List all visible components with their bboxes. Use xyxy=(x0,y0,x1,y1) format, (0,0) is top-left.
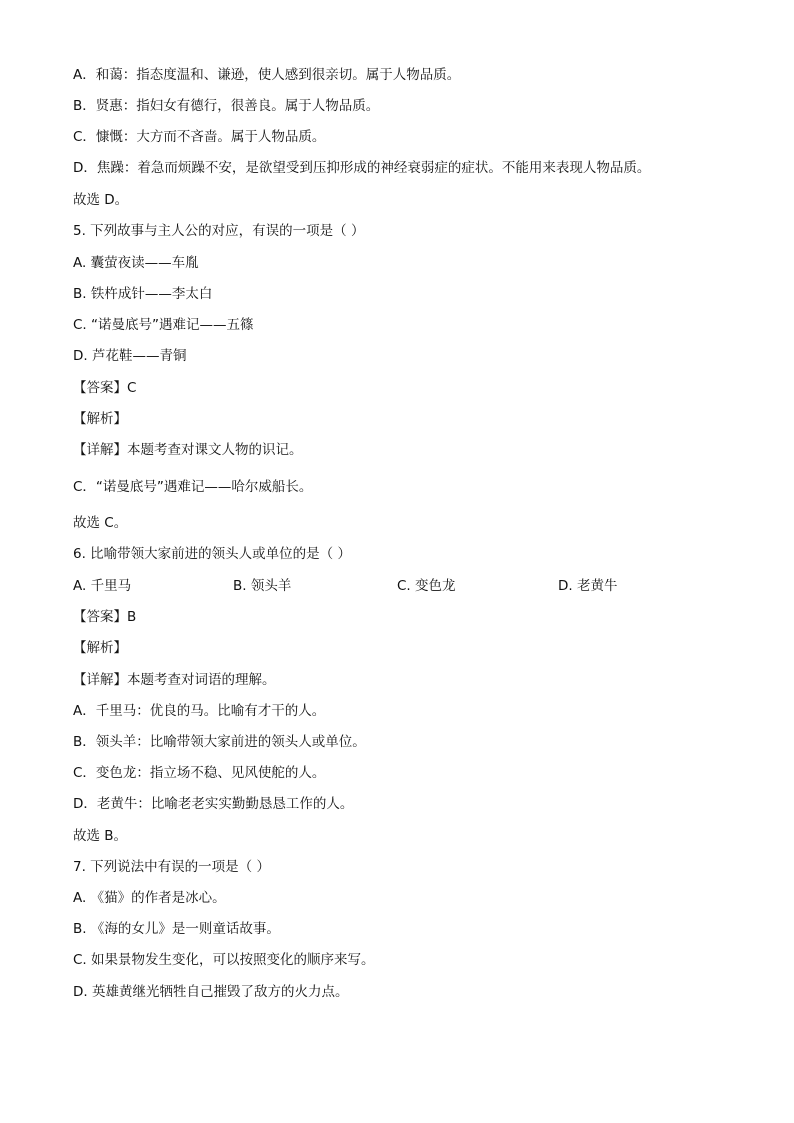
q6-detail-option-c: C．变色龙：指立场不稳、见风使舵的人。 xyxy=(73,765,326,781)
q4-option-a-explanation: A．和蔼：指态度温和、谦逊，使人感到很亲切。属于人物品质。 xyxy=(73,67,461,83)
q5-detail-option-c: C．“诺曼底号”遇难记——哈尔威船长。 xyxy=(73,479,313,495)
q5-detail: 【详解】本题考查对课文人物的识记。 xyxy=(73,442,303,458)
q4-option-c-explanation: C．慷慨：大方而不吝啬。属于人物品质。 xyxy=(73,129,326,145)
q7-option-c: C. 如果景物发生变化，可以按照变化的顺序来写。 xyxy=(73,952,375,968)
q6-detail: 【详解】本题考查对词语的理解。 xyxy=(73,672,276,688)
q6-detail-option-b: B．领头羊：比喻带领大家前进的领头人或单位。 xyxy=(73,734,366,750)
q6-answer: 【答案】B xyxy=(73,609,137,625)
q6-option-c: C. 变色龙 xyxy=(397,578,456,594)
question-6-stem: 6. 比喻带领大家前进的领头人或单位的是（ ） xyxy=(73,546,351,562)
q4-option-b-explanation: B．贤惠：指妇女有德行，很善良。属于人物品质。 xyxy=(73,98,380,114)
q4-conclusion: 故选 D。 xyxy=(73,192,129,208)
q5-conclusion: 故选 C。 xyxy=(73,515,128,531)
q5-option-d: D. 芦花鞋——青铜 xyxy=(73,348,187,364)
q5-answer: 【答案】C xyxy=(73,380,137,396)
q5-option-b: B. 铁杵成针——李太白 xyxy=(73,286,213,302)
q6-detail-option-a: A．千里马：优良的马。比喻有才干的人。 xyxy=(73,703,326,719)
question-7-stem: 7. 下列说法中有误的一项是（ ） xyxy=(73,859,270,875)
q6-option-b: B. 领头羊 xyxy=(233,578,292,594)
q6-option-a: A. 千里马 xyxy=(73,578,132,594)
q5-option-c: C. “诺曼底号”遇难记——五篠 xyxy=(73,317,254,333)
q7-option-d: D. 英雄黄继光牺牲自己摧毁了敌方的火力点。 xyxy=(73,984,349,1000)
q4-option-d-explanation: D．焦躁：着急而烦躁不安，是欲望受到压抑形成的神经衰弱症的症状。不能用来表现人物品质。 xyxy=(73,160,651,176)
q7-option-b: B. 《海的女儿》是一则童话故事。 xyxy=(73,921,280,937)
question-5-stem: 5. 下列故事与主人公的对应，有误的一项是（ ） xyxy=(73,223,365,239)
q6-conclusion: 故选 B。 xyxy=(73,828,128,844)
q6-analysis-heading: 【解析】 xyxy=(73,640,127,656)
q5-analysis-heading: 【解析】 xyxy=(73,411,127,427)
q7-option-a: A. 《猫》的作者是冰心。 xyxy=(73,890,226,906)
q5-option-a: A. 囊萤夜读——车胤 xyxy=(73,255,199,271)
q6-option-d: D. 老黄牛 xyxy=(558,578,618,594)
q6-detail-option-d: D．老黄牛：比喻老老实实勤勤恳恳工作的人。 xyxy=(73,796,354,812)
